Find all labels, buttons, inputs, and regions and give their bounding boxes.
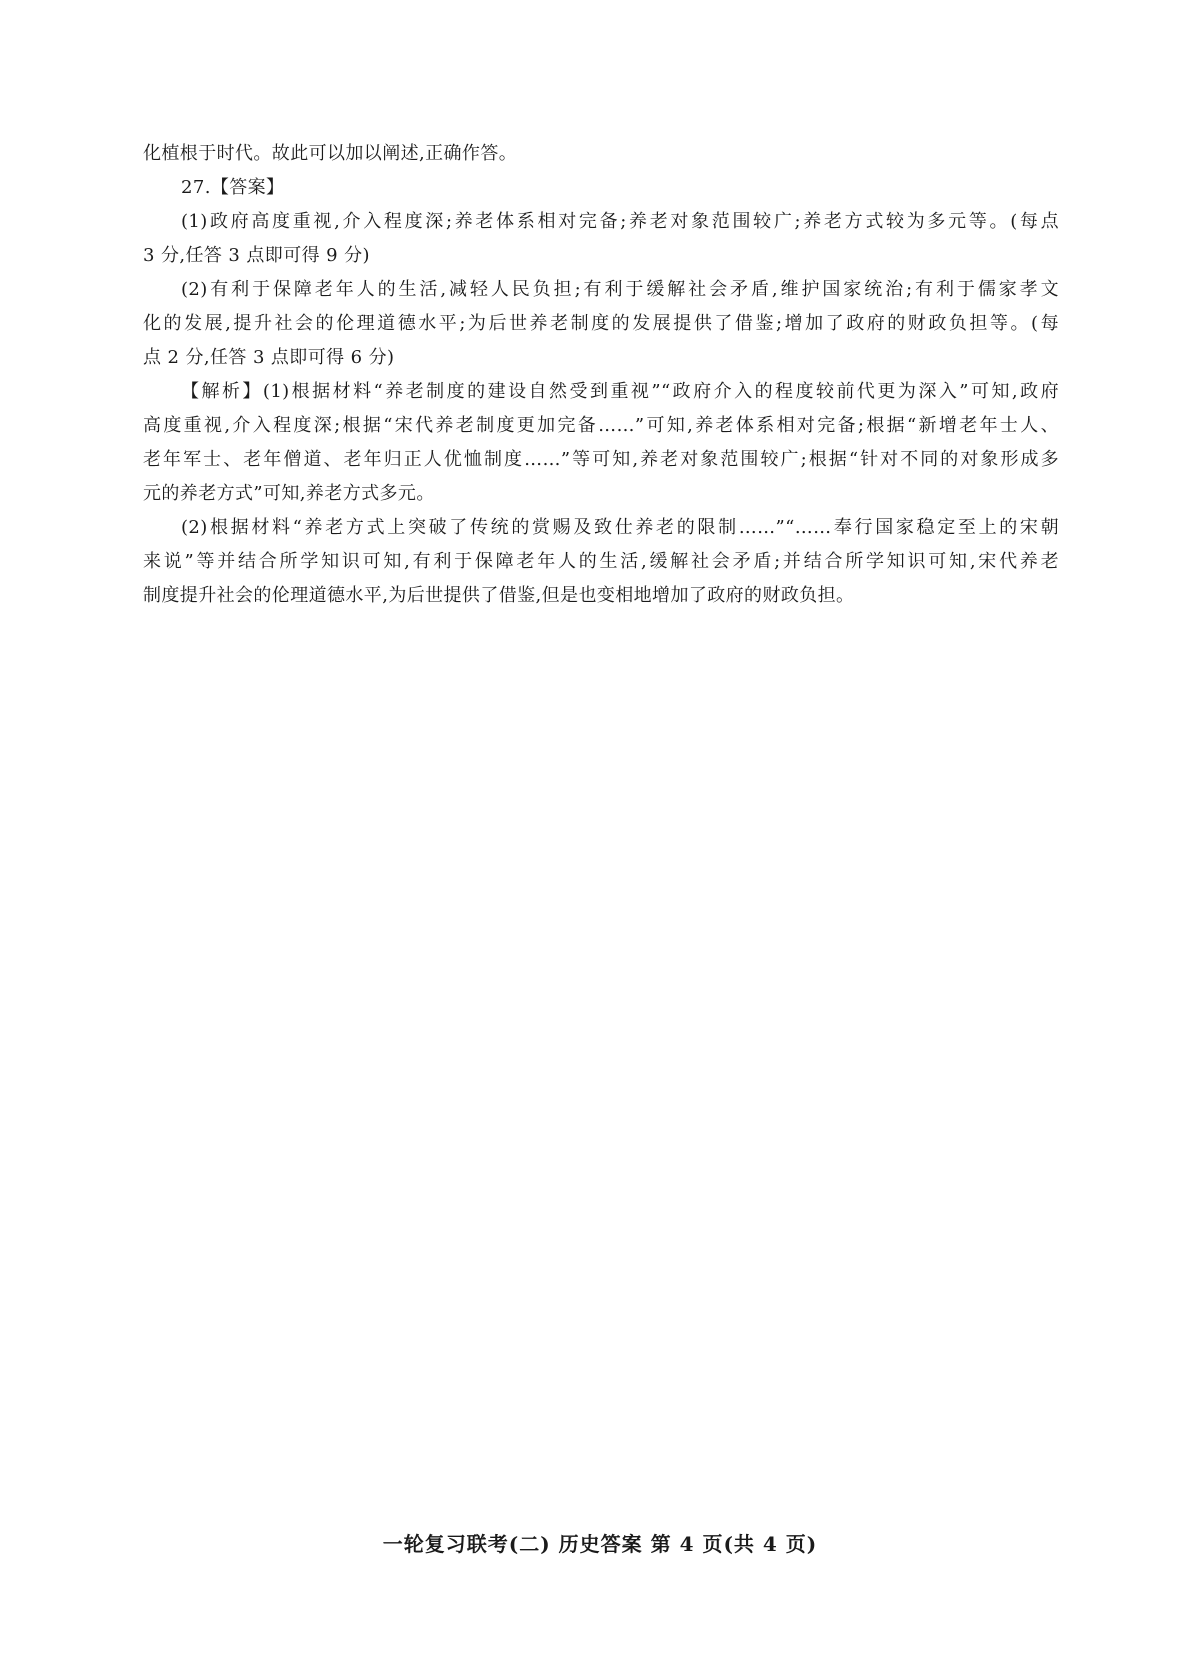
text-line: 元的养老方式”可知,养老方式多元。: [143, 483, 435, 504]
text-line: 化的发展,提升社会的伦理道德水平;为后世养老制度的发展提供了借鉴;增加了政府的财政负担等。(每: [143, 313, 1059, 334]
question-heading: 27.【答案】: [181, 177, 285, 198]
text-line: 化植根于时代。故此可以加以阐述,正确作答。: [143, 143, 518, 164]
text-line: 【解析】(1)根据材料“养老制度的建设自然受到重视”“政府介入的程度较前代更为深入”可知,政府: [181, 381, 1059, 402]
text-line: (2)有利于保障老年人的生活,减轻人民负担;有利于缓解社会矛盾,维护国家统治;有利于儒家孝文: [181, 279, 1059, 300]
text-line: 制度提升社会的伦理道德水平,为后世提供了借鉴,但是也变相地增加了政府的财政负担。: [143, 585, 855, 606]
text-line: 高度重视,介入程度深;根据“宋代养老制度更加完备……”可知,养老体系相对完备;根据“新增老年士人、: [143, 415, 1059, 436]
text-line: (2)根据材料“养老方式上突破了传统的赏赐及致仕养老的限制……”“……奉行国家稳定至上的宋朝: [181, 517, 1059, 538]
text-line: 老年军士、老年僧道、老年归正人优恤制度……”等可知,养老对象范围较广;根据“针对不同的对象形成多: [143, 449, 1059, 470]
text-line: (1)政府高度重视,介入程度深;养老体系相对完备;养老对象范围较广;养老方式较为多元等。(每点: [181, 211, 1059, 232]
answer-text-block: [143, 137, 1059, 613]
text-line: 3 分,任答 3 点即可得 9 分): [143, 245, 370, 266]
page-footer: 一轮复习联考(二) 历史答案 第 4 页(共 4 页): [382, 1532, 818, 1556]
text-line: 点 2 分,任答 3 点即可得 6 分): [143, 347, 395, 368]
text-line: 来说”等并结合所学知识可知,有利于保障老年人的生活,缓解社会矛盾;并结合所学知识可知,宋代养老: [143, 551, 1059, 572]
